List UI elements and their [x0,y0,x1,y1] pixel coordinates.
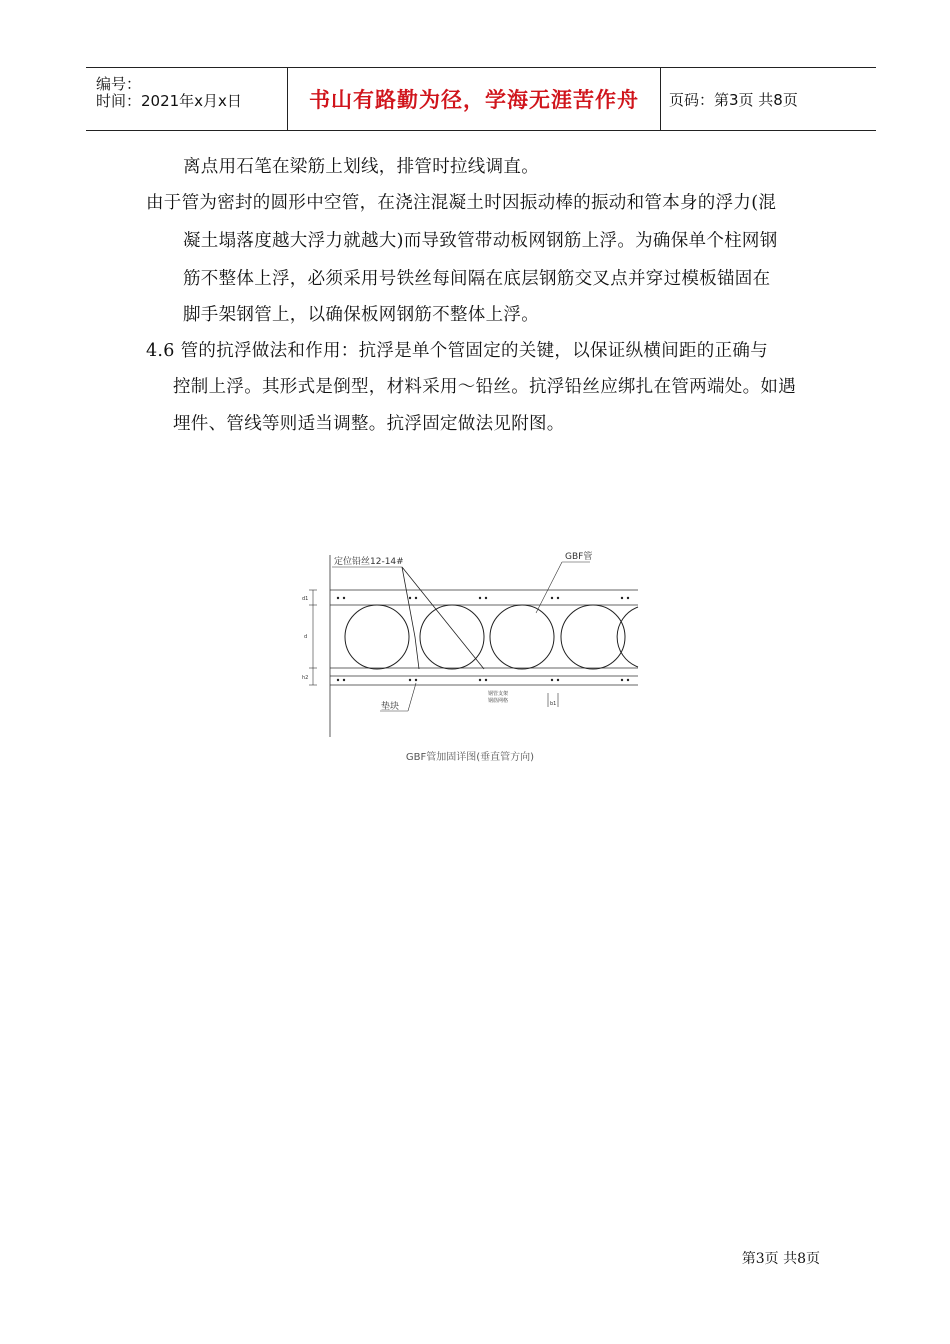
figure-top-rebar-dots [337,597,629,599]
figure-label-pipe: GBF管 [565,552,593,562]
figure-dim-label-bot: h2 [302,675,309,681]
paragraph-line: 凝土塌落度越大浮力就越大)而导致管带动板网钢筋上浮。为确保单个柱网钢 [183,231,778,251]
paragraph-line: 由于管为密封的圆形中空管，在浇注混凝土时因振动棒的振动和管本身的浮力(混 [146,193,777,213]
document-number-label: 编号： [96,75,142,93]
figure-label-block: 垫块 [381,702,400,712]
paragraph-line: 筋不整体上浮，必须采用号铁丝每间隔在底层钢筋交叉点并穿过模板锚固在 [183,269,771,289]
page-header [86,67,876,131]
paragraph-line: 4.6 管的抗浮做法和作用：抗浮是单个管固定的关键，以保证纵横间距的正确与 [146,341,768,361]
header-motto-cell [288,68,661,130]
page-footer: 第3页 共8页 [741,1251,820,1267]
paragraph-line: 控制上浮。其形式是倒型，材料采用～铅丝。抗浮铅丝应绑扎在管两端处。如遇 [173,377,796,397]
header-page-cell [661,68,876,130]
document-time-label: 时间：2021年x月x日 [96,92,242,110]
figure-label-b1: b1 [550,701,557,707]
paragraph-line: 脚手架钢管上，以确保板网钢筋不整体上浮。 [183,305,539,325]
figure-note-line1: 钢管支架 [488,691,509,697]
figure-caption: GBF管加固详图(垂直管方向) [405,752,535,763]
figure-bottom-rebar-dots [337,679,629,681]
figure-label-wire: 定位铅丝12-14# [334,557,404,567]
paragraph-line: 离点用石笔在梁筋上划线，排管时拉线调直。 [183,157,539,177]
figure-gbf-pipes [345,605,638,669]
figure-note-line2: 钢筋网格 [488,698,509,704]
figure-block-leader [408,683,416,711]
header-motto: 书山有路勤为径，学海无涯苦作舟 [309,88,639,112]
figure-dim-label-mid: d [304,634,308,640]
header-meta-cell [86,68,288,130]
gbf-pipe-detail-figure [290,545,650,745]
paragraph-line: 埋件、管线等则适当调整。抗浮固定做法见附图。 [173,414,565,434]
header-page-info: 页码：第3页 共8页 [669,90,798,109]
figure-dim-label-top: d1 [302,596,309,602]
